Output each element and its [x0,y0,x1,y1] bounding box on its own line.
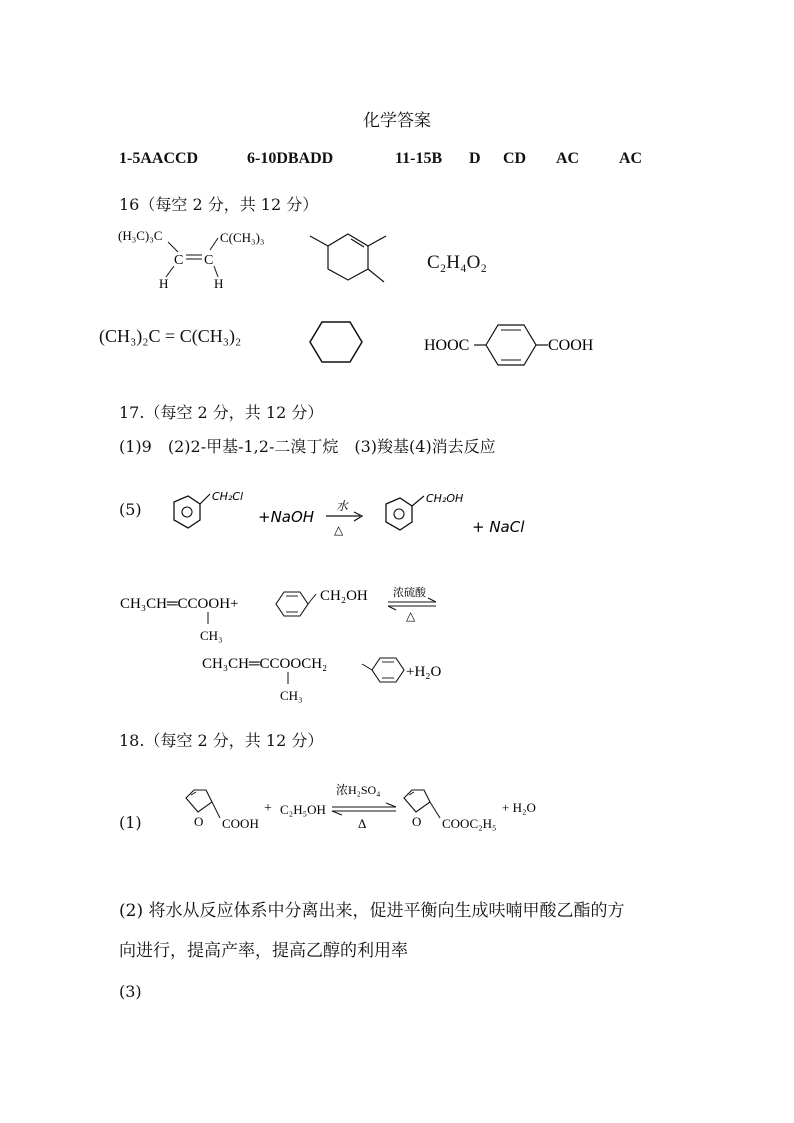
q16-s1-right-group: C(CH₃)₃ [220,230,265,245]
furan-1-bond [212,802,220,818]
q16-structure-2 [300,226,395,292]
q16-s2-methyl-2 [368,236,386,246]
q17-part5-label: (5) [119,500,142,519]
hw-substituent: CH₂Cl [212,490,244,503]
eq-ch3-2: CH₃ [280,688,303,703]
q18-part3-label: (3) [119,982,142,1001]
eq-benzene-1-bond [308,594,316,604]
q16-header: 16（每空 2 分，共 12 分） [119,195,319,214]
mc-group-4: D [469,150,481,167]
mc-group-1: 1-5AACCD [119,150,199,167]
q18-ethanol: C₂H₅OH [280,802,326,817]
hw-benzene-left [174,496,200,528]
q16-structure-cyclohexane [308,318,364,366]
page-title: 化学答案 [363,111,431,131]
q16-structure-1 [114,222,289,294]
q17-header: 17.（每空 2 分，共 12 分） [119,403,324,422]
q18-part2-label: (2) [119,901,144,921]
mc-group-2: 6-10DBADD [247,150,334,167]
q16-s6-left: HOOC [424,337,470,354]
q18-arrow-forward-head [386,803,396,807]
q18-equation [176,776,566,842]
q17-esterification-equation [116,580,476,710]
eq-condition: 浓硫酸 [393,587,426,599]
eq-ch2oh: CH₂OH [320,588,368,604]
q18-part1-label: (1) [119,813,142,832]
q16-s2-methyl-3 [368,269,384,282]
q16-s1-h1: H [159,276,169,291]
furan-2-bond [430,802,440,818]
q17-handwritten-reaction [160,488,560,548]
q16-s2-methyl-1 [310,236,328,246]
eq-reactant-acid: CH₃CH═CCOOH+ [120,596,239,612]
q16-s1-left-group: (H₃C)₃C [118,228,163,243]
furan-o-1: O [194,814,204,829]
hw-nacl: + NaCl [472,518,525,536]
hw-bond-left [200,494,210,504]
q18-part2 [119,896,625,921]
q18-plus-1: + [264,801,272,816]
q16-s1-c2: C [204,253,214,268]
mc-answers [119,150,643,168]
q18-part2-line2: 向进行，提高产率，提高乙醇的利用率 [119,941,408,961]
mc-group-5: CD [503,150,527,167]
eq-product: CH₃CH═CCOOCH₂ [202,656,328,672]
eq-benzene-2-bond [362,664,372,670]
q18-header: 18.（每空 2 分，共 12 分） [119,731,324,750]
q16-s1-bond-right [210,238,218,250]
q18-arrow-back-head [332,811,342,815]
q18-cooh: COOH [222,816,259,831]
q16-structure-terephthalic-acid [420,318,610,370]
furan-ring-1 [186,790,212,812]
q18-ester: COOC₂H₅ [442,816,497,831]
q16-s1-bond-left [168,242,178,252]
hw-benzene-right [386,498,412,530]
furan-ring-2 [404,790,430,812]
eq-arrow-forward-head [428,598,436,602]
hw-condition: 水 [336,499,349,513]
q18-condition: 浓H₂SO₄ [336,783,381,797]
cyclohexane-ring [310,322,362,362]
q18-delta: Δ [358,816,367,831]
q16-s6-right: COOH [548,337,594,354]
mc-group-3: 11-15B [395,150,443,167]
q16-s2-ring [328,234,368,280]
q18-part2-line1: 将水从反应体系中分离出来，促进平衡向生成呋喃甲酸乙酯的方 [148,901,625,921]
q16-s1-h2: H [214,276,224,291]
furan-o-2: O [412,814,422,829]
q18-water: + H₂O [502,800,536,815]
eq-arrow-back-head [388,606,396,610]
hw-bond-right [412,496,424,506]
mc-group-7: AC [619,150,643,167]
hw-delta: △ [334,523,344,537]
eq-ch3-1: CH₃ [200,628,223,643]
hw-benzene-right-circle [394,509,404,519]
eq-water: +H₂O [406,664,442,680]
q16-formula-tetramethylethylene: (CH₃)₂C = C(CH₃)₂ [99,326,242,346]
hw-naoh: +NaOH [258,508,315,526]
q16-s1-c1: C [174,253,184,268]
q17-answers: (1)9 (2)2-甲基-1,2-二溴丁烷 (3)羧基(4)消去反应 [119,437,496,456]
q16-formula-c2h4o2: C₂H₄O₂ [427,252,487,273]
eq-delta: △ [406,609,416,623]
mc-group-6: AC [556,150,580,167]
hw-product: CH₂OH [426,492,464,505]
hw-benzene-left-circle [182,507,192,517]
q16-s6-ring [486,325,536,365]
